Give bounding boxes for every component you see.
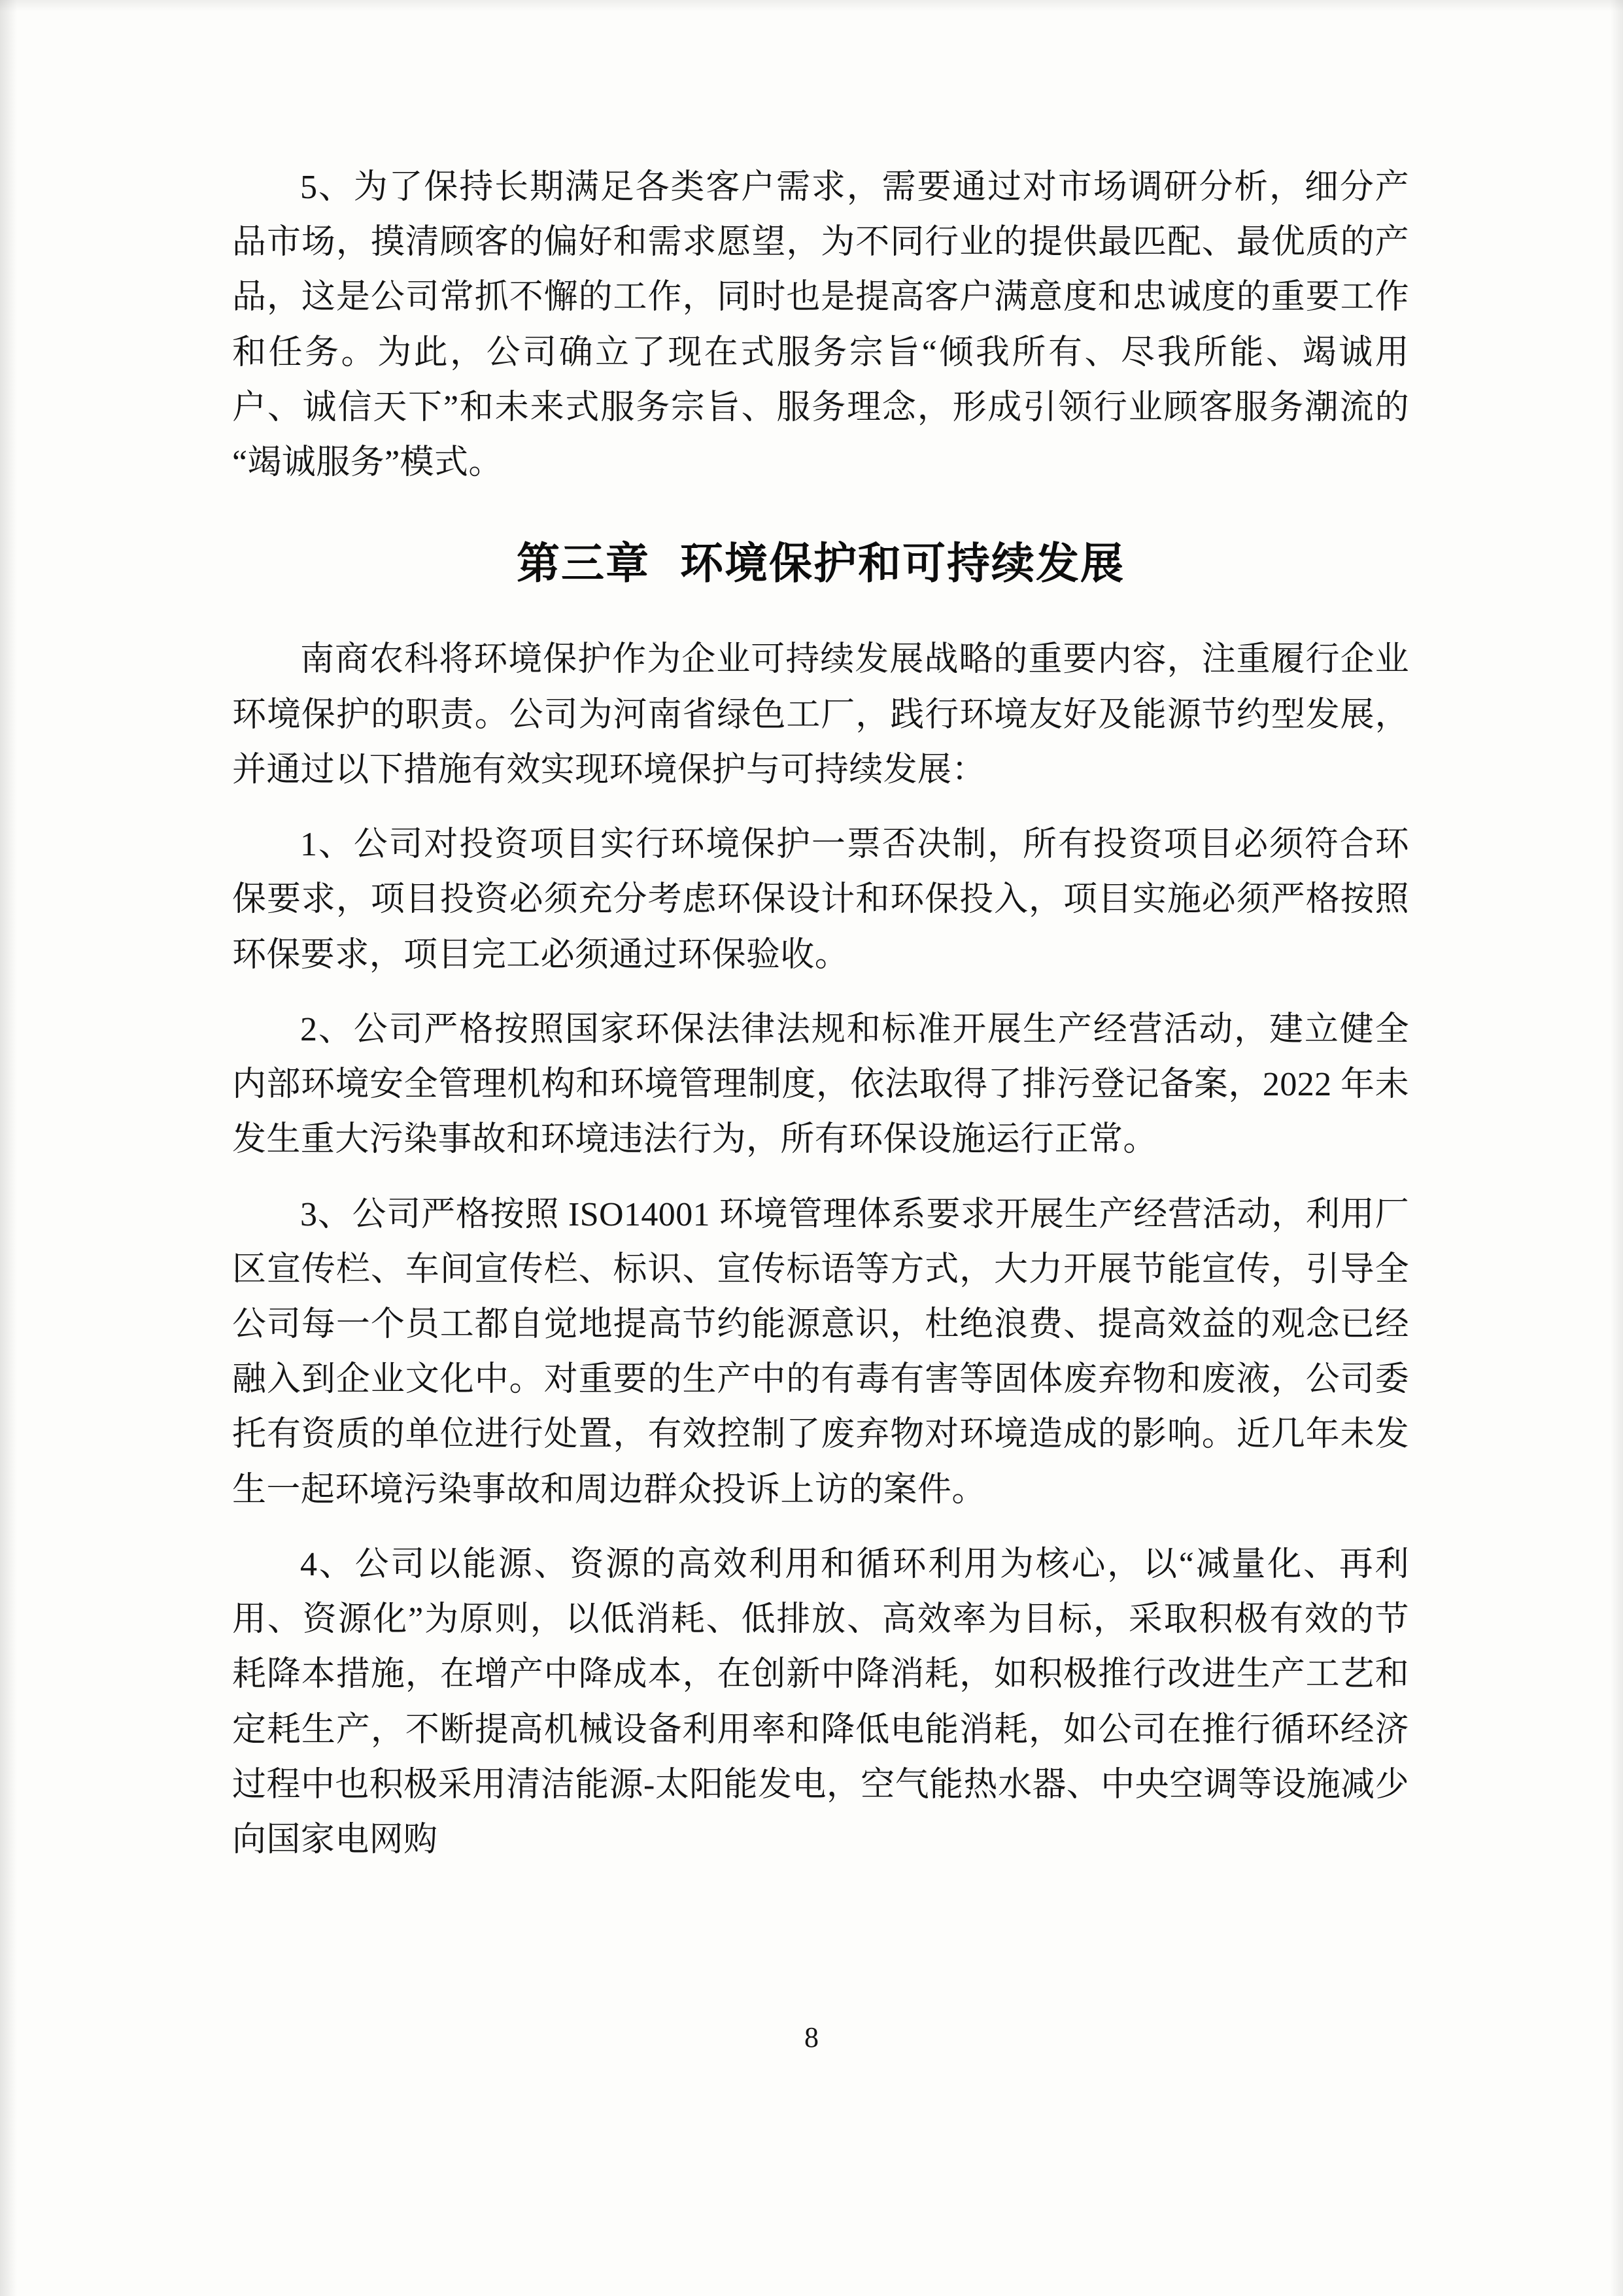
chapter-heading-label: 第三章 (517, 538, 650, 589)
paragraph-item-1: 1、公司对投资项目实行环境保护一票否决制，所有投资项目必须符合环保要求，项目投资必须充分考虑环保设计和环保投入，项目实施必须严格按照环保要求，项目完工必须通过环保验收。 (232, 826, 1409, 974)
paragraph-item-3: 3、公司严格按照 ISO14001 环境管理体系要求开展生产经营活动，利用厂区宣传栏、车间宣传栏、标识、宣传标语等方式，大力开展节能宣传，引导全公司每一个员工都自觉地提高节约能源意识，杜绝浪费、提高效益的观念已经融入到企业文化中。对重要的生产中的有毒有害等固体废弃物和废液，公司委托有资质的单位进行处置，有效控制了废弃物对环境造成的影响。近几年未发生一起环境污染事故和周边群众投诉上访的案件。 (232, 1195, 1409, 1509)
paragraph-item-2: 2、公司严格按照国家环保法律法规和标准开展生产经营活动，建立健全内部环境安全管理机构和环境管理制度，依法取得了排污登记备案，2022 年未发生重大污染事故和环境违法行为，所有环保设施运行正常。 (232, 1010, 1409, 1159)
paragraph-item-5: 5、为了保持长期满足各类客户需求，需要通过对市场调研分析，细分产品市场，摸清顾客的偏好和需求愿望，为不同行业的提供最匹配、最优质的产品，这是公司常抓不懈的工作，同时也是提高客户满意度和忠诚度的重要工作和任务。为此，公司确立了现在式服务宗旨“倾我所有、尽我所能、竭诚用户、诚信天下”和未来式服务宗旨、服务理念，形成引领行业顾客服务潮流的“竭诚服务”模式。 (232, 169, 1409, 482)
chapter-heading-title: 环境保护和可持续发展 (680, 538, 1125, 589)
document-body (232, 160, 1409, 1887)
paragraph-item-4: 4、公司以能源、资源的高效利用和循环利用为核心，以“减量化、再利用、资源化”为原则，以低消耗、低排放、高效率为目标，采取积极有效的节耗降本措施，在增产中降成本，在创新中降消耗，如积极推行改进生产工艺和定耗生产，不断提高机械设备利用率和降低电能消耗，如公司在推行循环经济过程中也积极采用清洁能源-太阳能发电，空气能热水器、中央空调等设施减少向国家电网购 (232, 1545, 1409, 1859)
page-edge-shadow-top (0, 0, 1623, 12)
page-number: 8 (804, 2021, 819, 2053)
page-edge-shadow-right (1610, 0, 1623, 2296)
paragraph-intro: 南商农科将环境保护作为企业可持续发展战略的重要内容，注重履行企业环境保护的职责。公司为河南省绿色工厂，践行环境友好及能源节约型发展，并通过以下措施有效实现环境保护与可持续发展： (232, 641, 1409, 789)
chapter-heading (232, 531, 1409, 596)
page-edge-shadow-left (0, 0, 17, 2296)
